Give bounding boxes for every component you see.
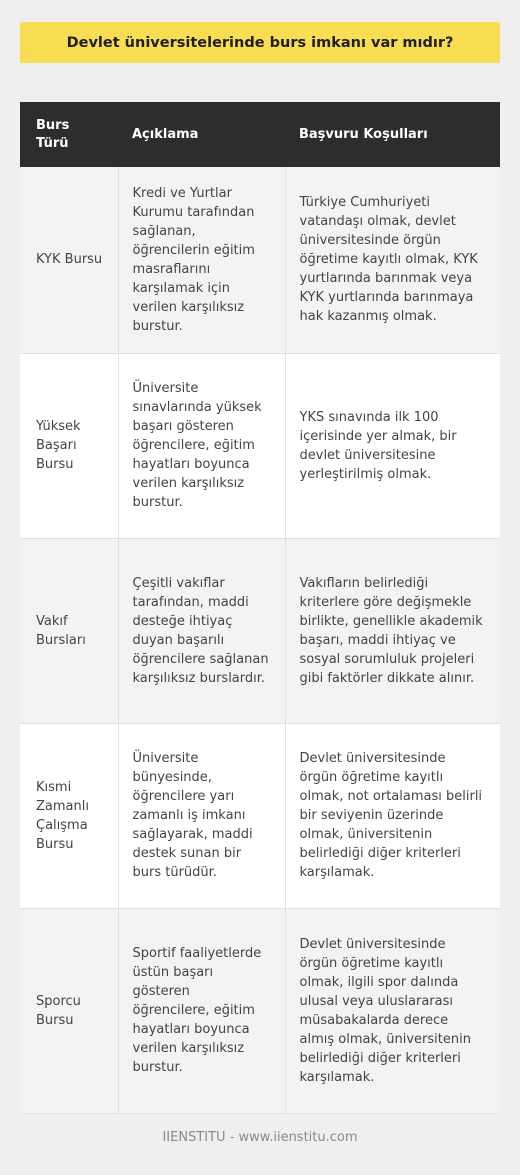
scholarship-description: Çeşitli vakıflar tarafından, maddi desteğe ihtiyaç duyan başarılı öğrencilere sağlanan karşılıksız burslardır.	[118, 538, 285, 723]
scholarship-conditions: Türkiye Cumhuriyeti vatandaşı olmak, devlet üniversitesinde örgün öğretime kayıtlı olmak, KYK yurtlarında barınmak veya KYK yurtlarında barınmaya hak kazanmış olmak.	[285, 167, 500, 353]
page-title: Devlet üniversitelerinde burs imkanı var mıdır?	[20, 22, 500, 63]
header-conditions: Başvuru Koşulları	[285, 102, 500, 167]
header-description: Açıklama	[118, 102, 285, 167]
table-row	[20, 723, 500, 908]
scholarship-description: Kredi ve Yurtlar Kurumu tarafından sağlanan, öğrencilerin eğitim masraflarını karşılamak için verilen karşılıksız burstur.	[118, 167, 285, 353]
table-row	[20, 353, 500, 538]
scholarship-type: Kısmi Zamanlı Çalışma Bursu	[20, 723, 118, 908]
scholarship-type: Yüksek Başarı Bursu	[20, 353, 118, 538]
scholarship-table	[20, 102, 500, 1114]
table-header-row	[20, 102, 500, 167]
header-scholarship-type: Burs Türü	[20, 102, 118, 167]
scholarship-description: Üniversite sınavlarında yüksek başarı gösteren öğrencilere, eğitim hayatları boyunca verilen karşılıksız burstur.	[118, 353, 285, 538]
table-row	[20, 167, 500, 353]
scholarship-description: Sportif faaliyetlerde üstün başarı gösteren öğrencilere, eğitim hayatları boyunca verilen karşılıksız burstur.	[118, 908, 285, 1113]
table-row	[20, 908, 500, 1113]
scholarship-type: KYK Bursu	[20, 167, 118, 353]
scholarship-conditions: Vakıfların belirlediği kriterlere göre değişmekle birlikte, genellikle akademik başarı, maddi ihtiyaç ve sosyal sorumluluk projeleri gibi faktörler dikkate alınır.	[285, 538, 500, 723]
scholarship-conditions: YKS sınavında ilk 100 içerisinde yer almak, bir devlet üniversitesine yerleştirilmiş olmak.	[285, 353, 500, 538]
footer-credit: IIENSTITU - www.iienstitu.com	[162, 1130, 358, 1145]
scholarship-conditions: Devlet üniversitesinde örgün öğretime kayıtlı olmak, ilgili spor dalında ulusal veya uluslararası müsabakalarda derece almış olmak, üniversitenin belirlediği diğer kriterleri karşılamak.	[285, 908, 500, 1113]
scholarship-conditions: Devlet üniversitesinde örgün öğretime kayıtlı olmak, not ortalaması belirli bir seviyenin üzerinde olmak, üniversitenin belirlediği diğer kriterleri karşılamak.	[285, 723, 500, 908]
scholarship-type: Sporcu Bursu	[20, 908, 118, 1113]
scholarship-type: Vakıf Bursları	[20, 538, 118, 723]
scholarship-description: Üniversite bünyesinde, öğrencilere yarı zamanlı iş imkanı sağlayarak, maddi destek sunan bir burs türüdür.	[118, 723, 285, 908]
table-row	[20, 538, 500, 723]
